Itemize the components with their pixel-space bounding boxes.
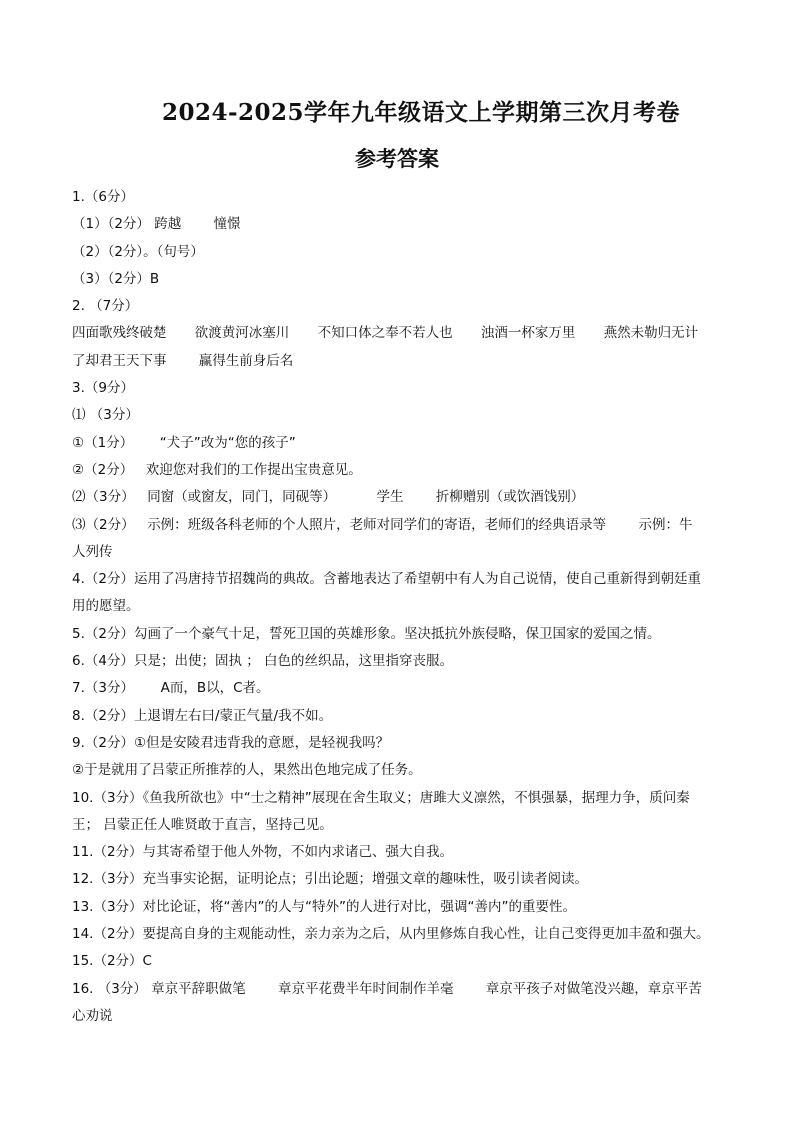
q3-part1-item2-text: 欢迎您对我们的工作提出宝贵意见。 xyxy=(145,461,362,478)
q7-text: A而，B以，C者。 xyxy=(160,680,270,697)
q1-part1-label: （1）（2分） xyxy=(72,216,150,233)
q4-line2: 用的愿望。 xyxy=(72,598,140,615)
q2-item-7: 赢得生前身后名 xyxy=(198,352,294,369)
q7-answer xyxy=(72,675,732,702)
q3-part1-item1-label: ①（1分） xyxy=(72,434,134,451)
q16-answer-c: 章京平孩子对做笔没兴趣，章京平苦 xyxy=(485,980,702,997)
q8-answer: 8.（2分）上退谓左右曰/蒙正气量/我不如。 xyxy=(72,707,333,724)
q2-heading: 2. （7分） xyxy=(72,298,139,315)
q5-answer: 5.（2分）勾画了一个豪气十足，誓死卫国的英雄形象。坚决抵抗外族侵略，保卫国家的爱国之情。 xyxy=(72,625,661,642)
q14-answer: 14.（2分）要提高自身的主观能动性，亲力亲为之后，从内里修炼自我心性，让自己变得更加丰盈和强大。 xyxy=(72,926,710,943)
page-subtitle: 参考答案 xyxy=(355,146,439,171)
q2-line1 xyxy=(72,320,732,347)
q1-heading: 1.（6分） xyxy=(72,189,134,205)
q3-part3-example-b: 示例：牛 xyxy=(638,516,693,533)
q9-line2: ②于是就用了吕蒙正所推荐的人，果然出色地完成了任务。 xyxy=(72,762,422,779)
q3-part1-item1-text: “犬子”改为“您的孩子” xyxy=(159,434,296,451)
q1-part1 xyxy=(72,211,732,238)
q3-part1-item1 xyxy=(72,430,732,457)
q3-part1-item2 xyxy=(72,457,732,484)
q11-answer: 11.（2分）与其寄希望于他人外物，不如内求诸己、强大自我。 xyxy=(72,844,454,861)
q1-part1-answer-a: 跨越 xyxy=(154,216,182,233)
q3-part2-label: ⑵（3分） xyxy=(72,489,135,506)
q1-part3: （3）（2分）B xyxy=(72,270,160,287)
q6-answer: 6.（4分）只是；出使；固执 ； 白色的丝织品，这里指穿丧服。 xyxy=(72,653,454,670)
q3-part2 xyxy=(72,484,732,511)
q10-line2: 王； 吕蒙正任人唯贤敢于直言，坚持己见。 xyxy=(72,816,333,833)
q3-part3 xyxy=(72,512,732,539)
q2-item-5: 燕然未勒归无计 xyxy=(603,325,699,342)
q15-answer: 15.（2分）C xyxy=(72,953,152,970)
q3-part3-continued: 人列传 xyxy=(72,543,113,560)
q3-part3-label: ⑶（2分） xyxy=(72,516,135,533)
q2-item-3: 不知口体之奉不若人也 xyxy=(317,325,453,342)
page-title: 2024-2025学年九年级语文上学期第三次月考卷 xyxy=(161,99,681,126)
q2-item-6: 了却君王天下事 xyxy=(72,352,167,369)
q13-answer: 13.（3分）对比论证，将“善内”的人与“特外”的人进行对比，强调“善内”的重要性。 xyxy=(72,898,577,915)
q16-answer-a: 章京平辞职做笔 xyxy=(151,980,246,997)
q4-line1: 4.（2分）运用了冯唐持节招魏尚的典故。含蓄地表达了希望朝中有人为自己说情，使自己重新得到朝廷重 xyxy=(72,571,701,588)
answers-body xyxy=(72,184,732,1030)
q10-line1: 10.（3分）《鱼我所欲也》中“士之精神”展现在舍生取义；唐雎大义凛然，不惧强暴，据理力争，质问秦 xyxy=(72,789,690,806)
q16-line1 xyxy=(72,976,732,1003)
q16-label: 16. （3分） xyxy=(72,980,147,997)
q16-answer-b: 章京平花费半年时间制作羊毫 xyxy=(277,980,454,997)
q3-part2-answer-c: 折柳赠别（或饮酒饯别） xyxy=(435,489,585,506)
q1-part2: （2）（2分）。（句号） xyxy=(72,243,204,260)
q3-heading: 3.（9分） xyxy=(72,380,134,397)
q16-line2: 心劝说 xyxy=(72,1007,113,1024)
q3-part1-heading: ⑴ （3分） xyxy=(72,407,139,424)
q2-line2 xyxy=(72,348,732,375)
q3-part2-answer-b: 学生 xyxy=(376,489,404,506)
q3-part1-item2-label: ②（2分） xyxy=(72,461,134,478)
q12-answer: 12.（3分）充当事实论据，证明论点；引出论题；增强文章的趣味性，吸引读者阅读。 xyxy=(72,871,589,888)
q2-item-1: 四面歌残终破楚 xyxy=(72,325,167,342)
q3-part3-example-a: 示例：班级各科老师的个人照片，老师对同学们的寄语，老师们的经典语录等 xyxy=(147,516,607,533)
q1-part1-answer-b: 憧憬 xyxy=(213,216,241,233)
q2-item-2: 欲渡黄河冰塞川 xyxy=(194,325,290,342)
q9-line1: 9.（2分）①但是安陵君违背我的意愿，是轻视我吗？ xyxy=(72,734,390,751)
q3-part2-answer-a: 同窗（或窗友，同门，同砚等） xyxy=(147,489,337,506)
q7-label: 7.（3分） xyxy=(72,680,134,697)
q2-item-4: 浊酒一杯家万里 xyxy=(480,325,576,342)
